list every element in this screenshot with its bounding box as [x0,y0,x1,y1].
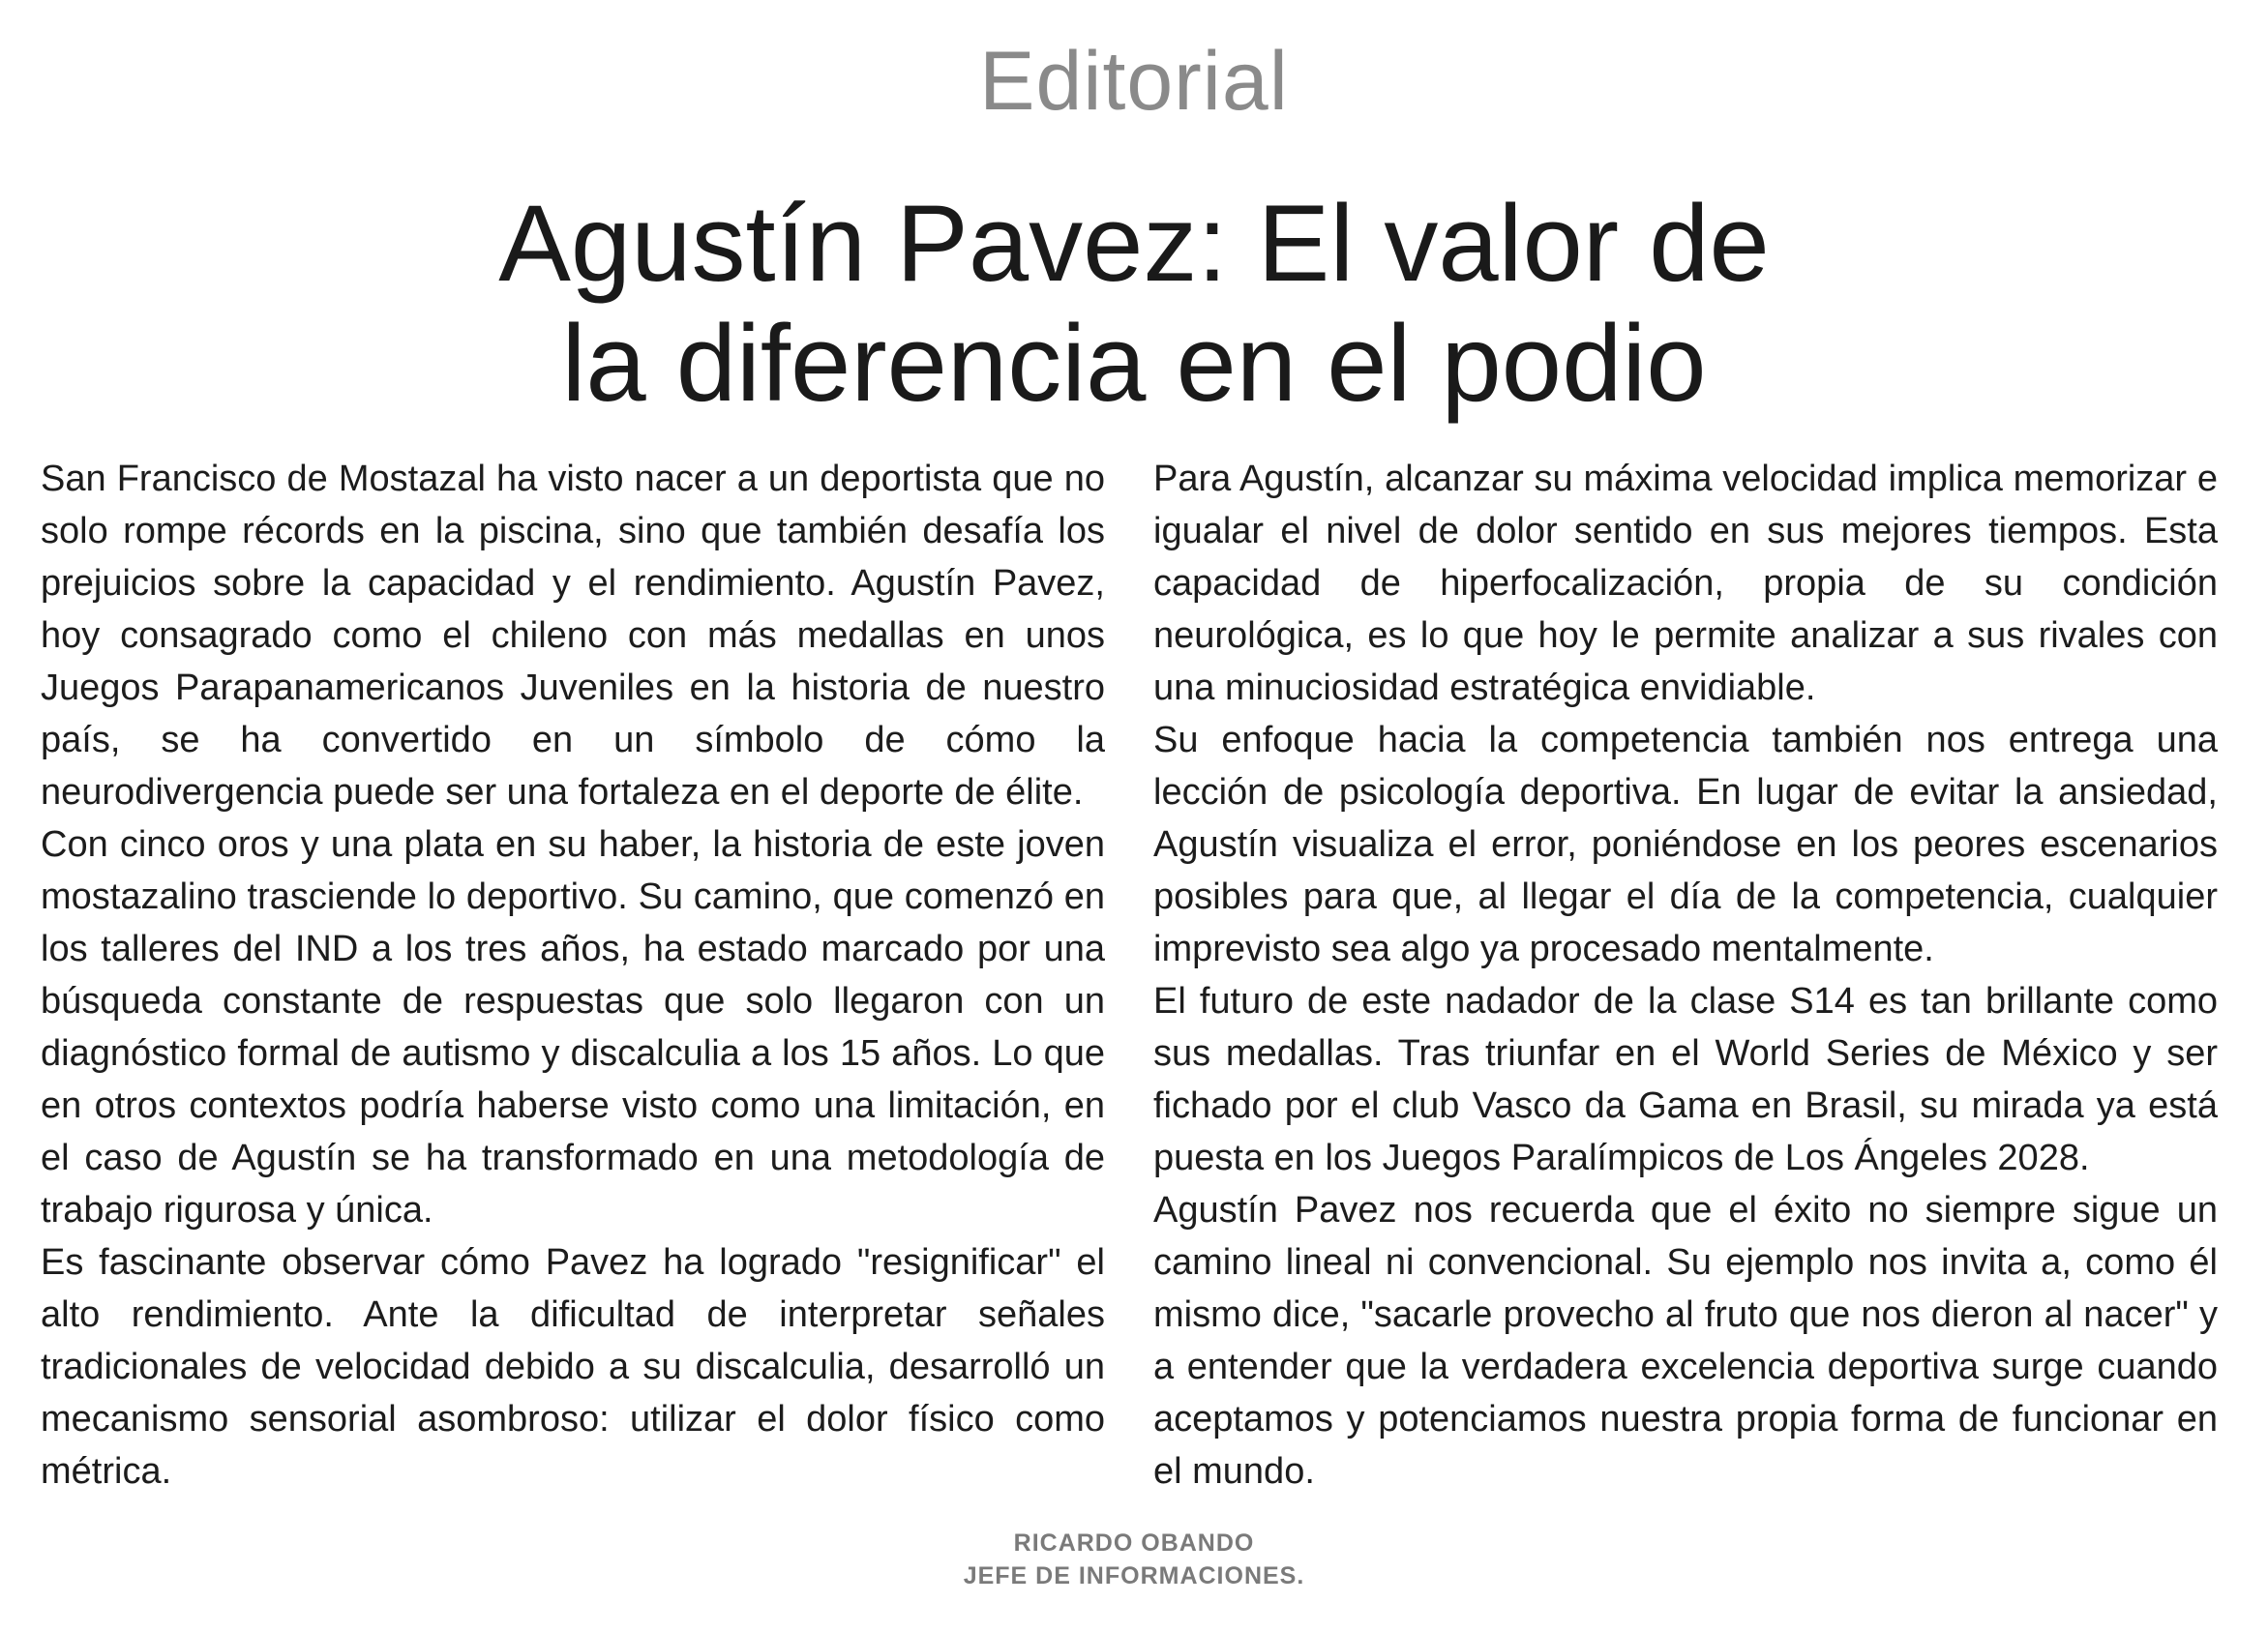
paragraph: El futuro de este nadador de la clase S14 es tan brillante como sus medallas. Tras triunfar en el World Series de México y ser fichado por el club Vasco da Gama en Brasil, su mirada ya está puesta en los Juegos Paralímpicos de Los Ángeles 2028. [1153,981,2218,1178]
byline [0,1527,2268,1592]
paragraph: Para Agustín, alcanzar su máxima velocidad implica memorizar e igualar el nivel de dolor sentido en sus mejores tiempos. Esta capacidad de hiperfocalización, propia de su condición neurológica, es lo que hoy le permite analizar a sus rivales con una minuciosidad estratégica envidiable. [1153,459,2218,708]
right-column [1153,453,2218,1498]
paragraph: Agustín Pavez nos recuerda que el éxito no siempre sigue un camino lineal ni convencional. Su ejemplo nos invita a, como él mismo dice, "sacarle provecho al fruto que nos dieron al nacer" y a entender que la verdadera excelencia deportiva surge cuando aceptamos y potenciamos nuestra propia forma de funcionar en el mundo. [1153,1190,2218,1492]
paragraph: Es fascinante observar cómo Pavez ha logrado "resignificar" el alto rendimiento. Ante la dificultad de interpretar señales tradicionales de velocidad debido a su discalculia, desarrolló un mecanismo sensorial asombroso: utilizar el dolor físico como métrica. [41,1242,1105,1492]
author-name: RICARDO OBANDO [1013,1529,1255,1557]
left-column [41,453,1105,1498]
headline-line-2: la diferencia en el podio [561,303,1707,424]
paragraph: San Francisco de Mostazal ha visto nacer a un deportista que no solo rompe récords en la piscina, sino que también desafía los prejuicios sobre la capacidad y el rendimiento. Agustín Pavez, hoy consagrado como el chileno con más medallas en unos Juegos Parapanamericanos Juveniles en la historia de nuestro país, se ha convertido en un símbolo de cómo la neurodivergencia puede ser una fortaleza en el deporte de élite. [41,459,1105,813]
headline [0,184,2268,424]
author-role: JEFE DE INFORMACIONES. [963,1562,1305,1589]
paragraph: Con cinco oros y una plata en su haber, la historia de este joven mostazalino trasciende lo deportivo. Su camino, que comenzó en los talleres del IND a los tres años, ha estado marcado por una búsqueda constante de respuestas que solo llegaron con un diagnóstico formal de autismo y discalculia a los 15 años. Lo que en otros contextos podría haberse visto como una limitación, en el caso de Agustín se ha transformado en una metodología de trabajo rigurosa y única. [41,824,1105,1231]
section-label: Editorial [979,35,1289,128]
headline-line-1: Agustín Pavez: El valor de [498,183,1770,304]
paragraph: Su enfoque hacia la competencia también nos entrega una lección de psicología deportiva. En lugar de evitar la ansiedad, Agustín visualiza el error, poniéndose en los peores escenarios posibles para que, al llegar el día de la competencia, cualquier imprevisto sea algo ya procesado mentalmente. [1153,720,2218,969]
